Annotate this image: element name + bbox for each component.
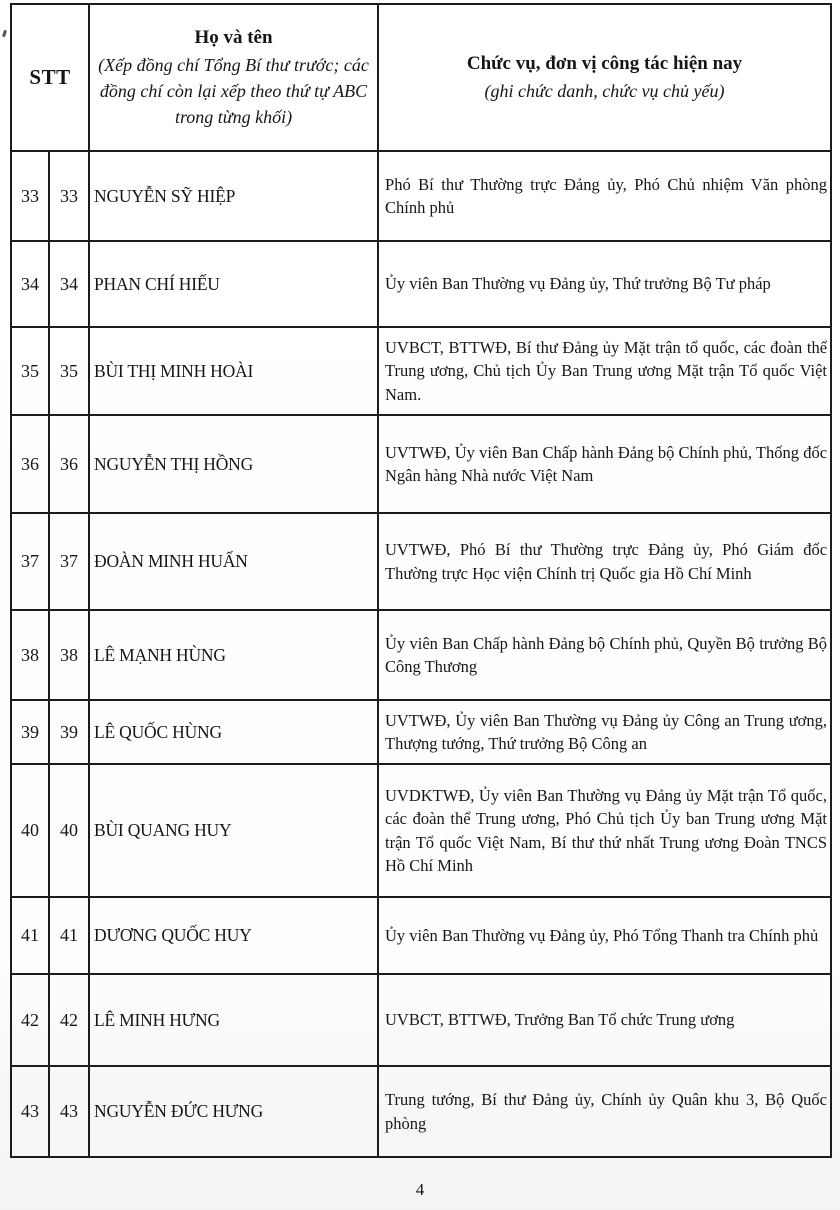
position-cell: UVTWĐ, Ủy viên Ban Thường vụ Đảng ủy Công an Trung ương, Thượng tướng, Thứ trưởng Bộ Công an <box>378 700 831 764</box>
stt-cell-right: 35 <box>49 327 89 415</box>
table-row <box>11 327 831 415</box>
personnel-table <box>10 3 832 1158</box>
position-cell: UVTWĐ, Phó Bí thư Thường trực Đảng ủy, Phó Giám đốc Thường trực Học viện Chính trị Quốc gia Hồ Chí Minh <box>378 513 831 610</box>
table-row <box>11 764 831 897</box>
stt-cell-right: 42 <box>49 974 89 1066</box>
name-cell: NGUYỄN ĐỨC HƯNG <box>89 1066 378 1157</box>
position-cell: UVBCT, BTTWĐ, Trưởng Ban Tổ chức Trung ương <box>378 974 831 1066</box>
stt-cell-left: 42 <box>11 974 49 1066</box>
header-position <box>378 4 831 151</box>
name-cell: NGUYỄN THỊ HỒNG <box>89 415 378 513</box>
stt-cell-left: 36 <box>11 415 49 513</box>
header-name <box>89 4 378 151</box>
position-cell: UVTWĐ, Ủy viên Ban Chấp hành Đảng bộ Chính phủ, Thống đốc Ngân hàng Nhà nước Việt Nam <box>378 415 831 513</box>
name-cell: LÊ QUỐC HÙNG <box>89 700 378 764</box>
name-cell: BÙI THỊ MINH HOÀI <box>89 327 378 415</box>
stt-cell-right: 33 <box>49 151 89 241</box>
stt-cell-right: 39 <box>49 700 89 764</box>
table-header-row <box>11 4 831 151</box>
stt-cell-left: 34 <box>11 241 49 327</box>
stt-cell-right: 43 <box>49 1066 89 1157</box>
table-row <box>11 700 831 764</box>
stt-cell-right: 41 <box>49 897 89 974</box>
page-number: 4 <box>415 1180 425 1199</box>
stt-cell-right: 38 <box>49 610 89 700</box>
stt-cell-left: 43 <box>11 1066 49 1157</box>
stt-cell-left: 40 <box>11 764 49 897</box>
name-cell: PHAN CHÍ HIẾU <box>89 241 378 327</box>
position-cell: Ủy viên Ban Chấp hành Đảng bộ Chính phủ, Quyền Bộ trưởng Bộ Công Thương <box>378 610 831 700</box>
header-stt: STT <box>11 4 89 151</box>
name-cell: NGUYỄN SỸ HIỆP <box>89 151 378 241</box>
table-body <box>11 151 831 1157</box>
table-row <box>11 1066 831 1157</box>
stt-cell-right: 36 <box>49 415 89 513</box>
table-row <box>11 897 831 974</box>
header-position-title: Chức vụ, đơn vị công tác hiện nay <box>466 52 743 74</box>
header-position-note: (ghi chức danh, chức vụ chủ yếu) <box>484 81 725 102</box>
name-cell: LÊ MINH HƯNG <box>89 974 378 1066</box>
header-name-note: (Xếp đồng chí Tổng Bí thư trước; các đồng chí còn lại xếp theo thứ tự ABC trong từng khối) <box>98 55 369 128</box>
stt-cell-left: 39 <box>11 700 49 764</box>
name-cell: BÙI QUANG HUY <box>89 764 378 897</box>
table-row <box>11 151 831 241</box>
name-cell: DƯƠNG QUỐC HUY <box>89 897 378 974</box>
stt-cell-left: 33 <box>11 151 49 241</box>
table-row <box>11 241 831 327</box>
table-row <box>11 610 831 700</box>
stt-cell-left: 38 <box>11 610 49 700</box>
stt-cell-right: 34 <box>49 241 89 327</box>
stt-cell-right: 40 <box>49 764 89 897</box>
stt-cell-left: 35 <box>11 327 49 415</box>
stt-cell-right: 37 <box>49 513 89 610</box>
position-cell: Ủy viên Ban Thường vụ Đảng ủy, Phó Tổng Thanh tra Chính phủ <box>378 897 831 974</box>
table-row <box>11 513 831 610</box>
header-name-title: Họ và tên <box>194 26 273 48</box>
position-cell: UVBCT, BTTWĐ, Bí thư Đảng ủy Mặt trận tổ quốc, các đoàn thể Trung ương, Chủ tịch Ủy Ban Trung ương Mặt trận Tổ quốc Việt Nam. <box>378 327 831 415</box>
position-cell: Phó Bí thư Thường trực Đảng ủy, Phó Chủ nhiệm Văn phòng Chính phủ <box>378 151 831 241</box>
table-row <box>11 415 831 513</box>
position-cell: UVDKTWĐ, Ủy viên Ban Thường vụ Đảng ủy Mặt trận Tổ quốc, các đoàn thể Trung ương, Phó Chủ tịch Ủy ban Trung ương Mặt trận Tổ quốc Việt Nam, Bí thư thứ nhất Trung ương Đoàn TNCS Hồ Chí Minh <box>378 764 831 897</box>
position-cell: Ủy viên Ban Thường vụ Đảng ủy, Thứ trưởng Bộ Tư pháp <box>378 241 831 327</box>
position-cell: Trung tướng, Bí thư Đảng ủy, Chính ủy Quân khu 3, Bộ Quốc phòng <box>378 1066 831 1157</box>
stt-cell-left: 37 <box>11 513 49 610</box>
scan-artifact-mark <box>2 30 7 38</box>
name-cell: LÊ MẠNH HÙNG <box>89 610 378 700</box>
stt-cell-left: 41 <box>11 897 49 974</box>
table-row <box>11 974 831 1066</box>
name-cell: ĐOÀN MINH HUẤN <box>89 513 378 610</box>
